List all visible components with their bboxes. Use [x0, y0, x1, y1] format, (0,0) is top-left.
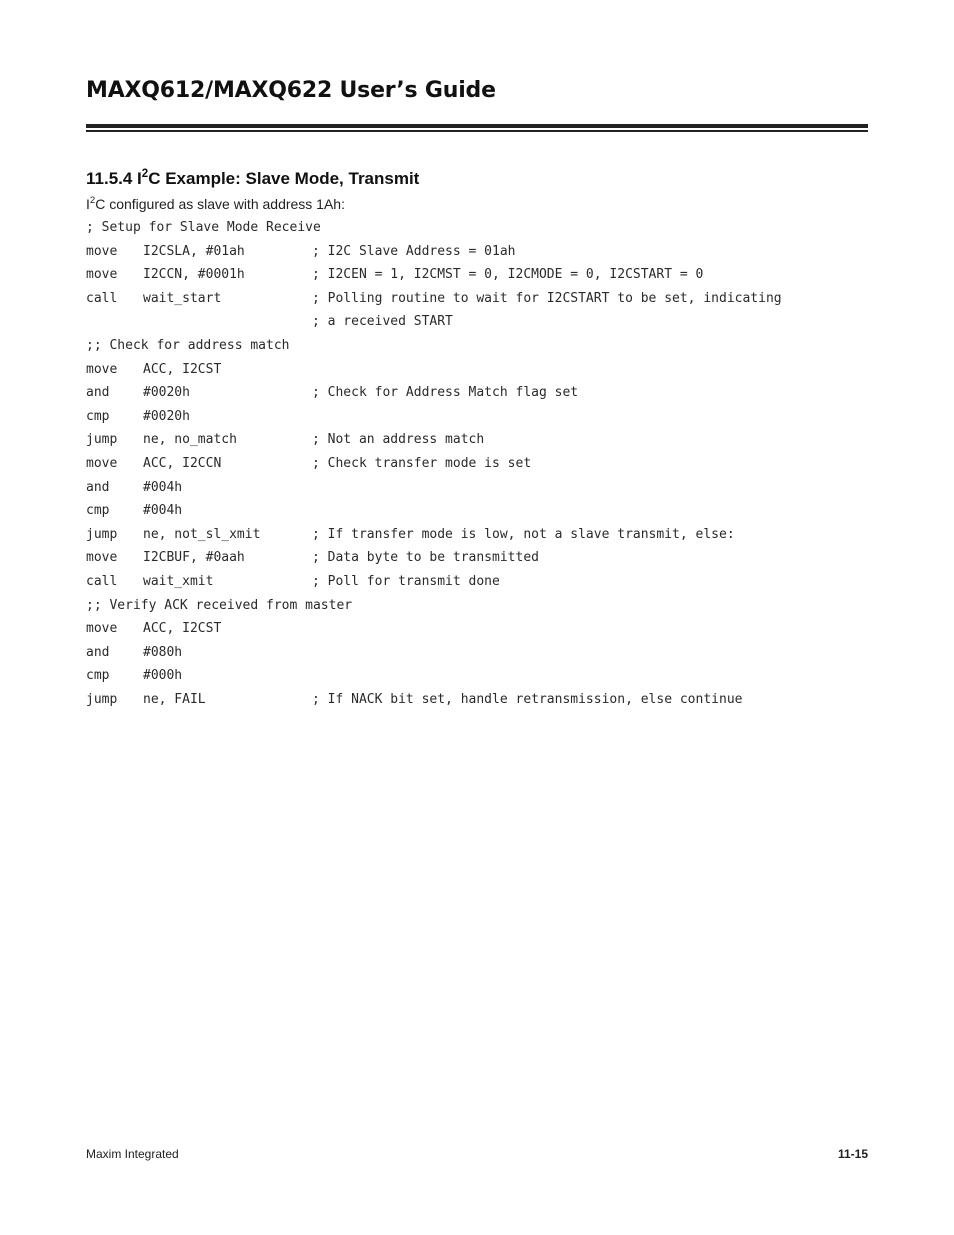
- code-opcode: call: [86, 290, 118, 306]
- code-opcode: move: [86, 267, 118, 283]
- code-line: [86, 688, 886, 712]
- code-line: [86, 546, 886, 570]
- code-operands: #000h: [143, 668, 183, 684]
- code-operands: ACC, I2CST: [143, 621, 222, 637]
- code-opcode: and: [86, 644, 110, 660]
- code-operands: wait_start: [143, 290, 222, 306]
- document-title: MAXQ612/MAXQ622 User’s Guide: [86, 78, 496, 103]
- code-comment: ; Check for Address Match flag set: [312, 385, 579, 401]
- code-comment: ; Not an address match: [312, 432, 485, 448]
- code-operands: #004h: [143, 479, 183, 495]
- code-line: [86, 664, 886, 688]
- code-operands: I2CSLA, #01ah: [143, 243, 245, 259]
- footer-page-number: 11-15: [837, 1147, 868, 1161]
- code-comment-line: ;; Check for address match: [86, 337, 290, 353]
- code-operands: ACC, I2CST: [143, 361, 222, 377]
- code-opcode: cmp: [86, 668, 110, 684]
- code-line: [86, 381, 886, 405]
- code-line: [86, 216, 886, 240]
- code-operands: #080h: [143, 644, 183, 660]
- code-operands: wait_xmit: [143, 573, 214, 589]
- code-comment: ; Poll for transmit done: [312, 573, 500, 589]
- code-operands: #004h: [143, 503, 183, 519]
- code-operands: ne, FAIL: [143, 691, 206, 707]
- code-opcode: jump: [86, 691, 118, 707]
- code-opcode: move: [86, 361, 118, 377]
- code-operands: I2CCN, #0001h: [143, 267, 245, 283]
- code-line: [86, 452, 886, 476]
- section-heading: [86, 168, 419, 190]
- code-line: [86, 358, 886, 382]
- code-comment: ; Polling routine to wait for I2CSTART to be set, indicating: [312, 290, 782, 306]
- code-opcode: cmp: [86, 408, 110, 424]
- code-opcode: and: [86, 479, 110, 495]
- code-operands: #0020h: [143, 385, 190, 401]
- code-line: [86, 428, 886, 452]
- code-line: [86, 310, 886, 334]
- code-comment: ; If transfer mode is low, not a slave transmit, else:: [312, 526, 735, 542]
- code-comment: ; Data byte to be transmitted: [312, 550, 539, 566]
- code-comment: ; a received START: [312, 314, 453, 330]
- header-rule-thin: [86, 130, 868, 132]
- code-line: [86, 287, 886, 311]
- intro-prefix: I: [86, 196, 90, 212]
- code-opcode: move: [86, 621, 118, 637]
- code-opcode: move: [86, 550, 118, 566]
- section-heading-prefix: 11.5.4 I: [86, 169, 142, 188]
- code-line: [86, 263, 886, 287]
- code-line: [86, 617, 886, 641]
- intro-text: [86, 194, 345, 214]
- code-listing: [86, 216, 886, 711]
- code-line: [86, 499, 886, 523]
- code-opcode: jump: [86, 526, 118, 542]
- code-operands: I2CBUF, #0aah: [143, 550, 245, 566]
- footer-company: Maxim Integrated: [86, 1147, 179, 1161]
- code-line: [86, 334, 886, 358]
- code-comment: ; I2C Slave Address = 01ah: [312, 243, 516, 259]
- code-line: [86, 594, 886, 618]
- code-comment: ; If NACK bit set, handle retransmission, else continue: [312, 691, 743, 707]
- code-line: [86, 641, 886, 665]
- code-line: [86, 476, 886, 500]
- header-rule-thick: [86, 124, 868, 128]
- code-line: [86, 570, 886, 594]
- code-operands: #0020h: [143, 408, 190, 424]
- code-line: [86, 405, 886, 429]
- intro-superscript: 2: [89, 194, 96, 206]
- section-heading-superscript: 2: [141, 167, 149, 180]
- code-line: [86, 523, 886, 547]
- code-opcode: cmp: [86, 503, 110, 519]
- code-operands: ne, no_match: [143, 432, 237, 448]
- code-opcode: move: [86, 455, 118, 471]
- code-opcode: call: [86, 573, 118, 589]
- code-comment: ; Check transfer mode is set: [312, 455, 532, 471]
- code-comment-line: ; Setup for Slave Mode Receive: [86, 220, 321, 235]
- code-operands: ACC, I2CCN: [143, 455, 222, 471]
- code-opcode: move: [86, 243, 118, 259]
- code-comment-line: ;; Verify ACK received from master: [86, 597, 353, 613]
- code-line: [86, 240, 886, 264]
- code-operands: ne, not_sl_xmit: [143, 526, 261, 542]
- intro-suffix: C configured as slave with address 1Ah:: [95, 196, 345, 212]
- code-opcode: jump: [86, 432, 118, 448]
- section-heading-suffix: C Example: Slave Mode, Transmit: [148, 169, 420, 188]
- code-comment: ; I2CEN = 1, I2CMST = 0, I2CMODE = 0, I2CSTART = 0: [312, 267, 704, 283]
- code-opcode: and: [86, 385, 110, 401]
